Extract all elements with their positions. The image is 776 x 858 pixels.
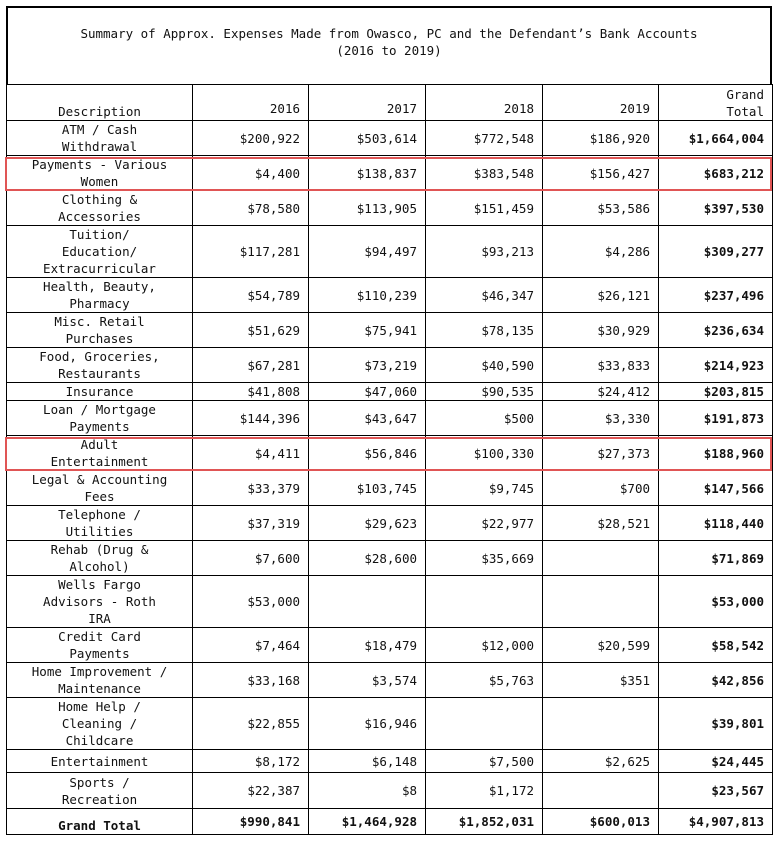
table-row (7, 506, 773, 541)
cell-2017: $8 (309, 773, 426, 809)
table-row (7, 698, 773, 750)
cell-2018: $12,000 (426, 628, 543, 663)
cell-2016: $78,580 (193, 191, 309, 226)
cell-2016: $37,319 (193, 506, 309, 541)
cell-2016: $51,629 (193, 313, 309, 348)
cell-2017: $110,239 (309, 278, 426, 313)
title-line-1: Summary of Approx. Expenses Made from Owasco, PC and the Defendant’s Bank Accounts (80, 26, 698, 41)
table-row (7, 348, 773, 383)
table-row (7, 628, 773, 663)
row-description-line: Pharmacy (69, 296, 130, 311)
cell-2017: $28,600 (309, 541, 426, 576)
cell-2018: $772,548 (426, 121, 543, 156)
table-row (7, 471, 773, 506)
row-description (7, 773, 193, 809)
row-description-line: Rehab (Drug & (50, 542, 149, 557)
row-description-line: Entertainment (50, 753, 149, 769)
cell-grand-total: $683,212 (659, 156, 773, 191)
cell-2017: $503,614 (309, 121, 426, 156)
cell-grand-total: $237,496 (659, 278, 773, 313)
row-description-line: Payments (69, 646, 130, 661)
table-body (7, 121, 773, 835)
grand-total-total: $4,907,813 (659, 809, 773, 835)
cell-2016: $4,400 (193, 156, 309, 191)
row-description-line: Fees (84, 489, 115, 504)
cell-2016: $41,808 (193, 383, 309, 401)
row-description-line: Education/ (61, 244, 138, 259)
cell-2019 (543, 541, 659, 576)
cell-2019: $20,599 (543, 628, 659, 663)
table-row (7, 226, 773, 278)
row-description-line: Health, Beauty, (43, 279, 156, 294)
row-description-line: Credit Card (58, 629, 141, 644)
table-row (7, 401, 773, 436)
header-description: Description (7, 85, 193, 121)
cell-grand-total: $39,801 (659, 698, 773, 750)
row-description-line: Loan / Mortgage (43, 402, 156, 417)
cell-2017: $138,837 (309, 156, 426, 191)
cell-grand-total: $309,277 (659, 226, 773, 278)
header-2018-label: 2018 (503, 101, 534, 116)
cell-2019: $33,833 (543, 348, 659, 383)
grand-total-label: Grand Total (7, 809, 193, 835)
row-description-line: Purchases (65, 331, 134, 346)
cell-grand-total: $236,634 (659, 313, 773, 348)
cell-2018: $90,535 (426, 383, 543, 401)
row-description (7, 383, 193, 401)
cell-grand-total: $58,542 (659, 628, 773, 663)
row-description (7, 226, 193, 278)
row-description-line: Legal & Accounting (31, 472, 168, 487)
cell-grand-total: $191,873 (659, 401, 773, 436)
table-row (7, 576, 773, 628)
cell-2017: $113,905 (309, 191, 426, 226)
row-description-line: Restaurants (58, 366, 141, 381)
cell-grand-total: $118,440 (659, 506, 773, 541)
cell-grand-total: $71,869 (659, 541, 773, 576)
grand-total-2018: $1,852,031 (426, 809, 543, 835)
cell-2017: $56,846 (309, 436, 426, 471)
cell-2018: $9,745 (426, 471, 543, 506)
table-title (6, 6, 772, 84)
cell-2016: $4,411 (193, 436, 309, 471)
row-description (7, 121, 193, 156)
cell-2017: $103,745 (309, 471, 426, 506)
cell-2019: $26,121 (543, 278, 659, 313)
row-description-line: Withdrawal (61, 139, 138, 154)
row-description-line: Payments (69, 419, 130, 434)
row-description-line: Maintenance (58, 681, 141, 696)
cell-2017: $43,647 (309, 401, 426, 436)
cell-2016: $67,281 (193, 348, 309, 383)
cell-2018: $40,590 (426, 348, 543, 383)
cell-2016: $53,000 (193, 576, 309, 628)
row-description-line: Sports / (69, 774, 130, 790)
grand-total-row (7, 809, 773, 835)
row-description (7, 576, 193, 628)
cell-grand-total: $397,530 (659, 191, 773, 226)
cell-2018 (426, 576, 543, 628)
cell-2018: $500 (426, 401, 543, 436)
table-row (7, 541, 773, 576)
cell-2018: $7,500 (426, 750, 543, 773)
header-total-line1: Grand (726, 87, 764, 102)
row-description-line: Advisors - Roth (43, 594, 156, 609)
row-description-line: Payments - Various (31, 157, 168, 172)
table-row (7, 313, 773, 348)
row-description-line: Accessories (58, 209, 141, 224)
cell-2019: $186,920 (543, 121, 659, 156)
cell-2018: $5,763 (426, 663, 543, 698)
cell-2019: $3,330 (543, 401, 659, 436)
row-description-line: Women (80, 174, 119, 189)
row-description-line: Entertainment (50, 454, 149, 469)
cell-2018: $46,347 (426, 278, 543, 313)
cell-2018: $100,330 (426, 436, 543, 471)
row-description (7, 191, 193, 226)
cell-2016: $8,172 (193, 750, 309, 773)
row-description (7, 663, 193, 698)
cell-2019 (543, 576, 659, 628)
header-2016 (193, 85, 309, 121)
cell-grand-total: $188,960 (659, 436, 773, 471)
row-description (7, 348, 193, 383)
table-row (7, 663, 773, 698)
row-description (7, 750, 193, 773)
row-description-line: Utilities (65, 524, 134, 539)
cell-2018: $35,669 (426, 541, 543, 576)
row-description (7, 506, 193, 541)
cell-2016: $7,464 (193, 628, 309, 663)
table-row (7, 383, 773, 401)
cell-2016: $144,396 (193, 401, 309, 436)
cell-2017: $47,060 (309, 383, 426, 401)
row-description-line: Food, Groceries, (39, 349, 160, 364)
cell-2019: $2,625 (543, 750, 659, 773)
table-row (7, 191, 773, 226)
row-description-line: Tuition/ (69, 227, 130, 242)
table-row (7, 121, 773, 156)
row-description (7, 628, 193, 663)
cell-2018 (426, 698, 543, 750)
cell-2017: $94,497 (309, 226, 426, 278)
row-description-line: Home Help / (58, 699, 141, 714)
row-description-line: Misc. Retail (54, 314, 145, 329)
header-2016-label: 2016 (269, 101, 300, 116)
cell-2017 (309, 576, 426, 628)
grand-total-2016: $990,841 (193, 809, 309, 835)
cell-2016: $117,281 (193, 226, 309, 278)
cell-2016: $22,387 (193, 773, 309, 809)
cell-grand-total: $53,000 (659, 576, 773, 628)
cell-2016: $54,789 (193, 278, 309, 313)
cell-2016: $200,922 (193, 121, 309, 156)
row-description (7, 698, 193, 750)
cell-2019 (543, 773, 659, 809)
cell-2017: $75,941 (309, 313, 426, 348)
row-description-line: ATM / Cash (61, 122, 138, 137)
row-description-line: Recreation (61, 791, 138, 807)
cell-2019: $156,427 (543, 156, 659, 191)
grand-total-2019: $600,013 (543, 809, 659, 835)
cell-2016: $7,600 (193, 541, 309, 576)
cell-2018: $78,135 (426, 313, 543, 348)
header-2019 (543, 85, 659, 121)
cell-2019: $30,929 (543, 313, 659, 348)
header-2019-label: 2019 (619, 101, 650, 116)
cell-grand-total: $203,815 (659, 383, 773, 401)
cell-2017: $16,946 (309, 698, 426, 750)
cell-2019: $4,286 (543, 226, 659, 278)
row-description (7, 278, 193, 313)
cell-2018: $93,213 (426, 226, 543, 278)
row-description-line: Extracurricular (43, 261, 156, 276)
row-description (7, 156, 193, 191)
header-2018 (426, 85, 543, 121)
row-description-line: Alcohol) (69, 559, 130, 574)
row-description (7, 313, 193, 348)
cell-2017: $29,623 (309, 506, 426, 541)
cell-2019: $24,412 (543, 383, 659, 401)
header-2017 (309, 85, 426, 121)
cell-2017: $73,219 (309, 348, 426, 383)
table-row-highlighted (7, 156, 773, 191)
row-description (7, 401, 193, 436)
cell-grand-total: $24,445 (659, 750, 773, 773)
cell-2016: $33,168 (193, 663, 309, 698)
header-row (7, 85, 773, 121)
cell-2019: $700 (543, 471, 659, 506)
cell-grand-total: $42,856 (659, 663, 773, 698)
cell-2017: $18,479 (309, 628, 426, 663)
cell-grand-total: $214,923 (659, 348, 773, 383)
cell-2019: $351 (543, 663, 659, 698)
row-description-line: Cleaning / (61, 716, 138, 731)
header-grand-total (659, 85, 773, 121)
grand-total-2017: $1,464,928 (309, 809, 426, 835)
table-row (7, 773, 773, 809)
cell-grand-total: $147,566 (659, 471, 773, 506)
cell-2018: $22,977 (426, 506, 543, 541)
header-2017-label: 2017 (386, 101, 417, 116)
cell-2019: $53,586 (543, 191, 659, 226)
cell-2016: $33,379 (193, 471, 309, 506)
row-description-line: Telephone / (58, 507, 141, 522)
row-description-line: Home Improvement / (31, 664, 168, 679)
cell-2018: $151,459 (426, 191, 543, 226)
table-row (7, 278, 773, 313)
row-description-line: IRA (88, 611, 111, 626)
cell-2016: $22,855 (193, 698, 309, 750)
table-row (7, 750, 773, 773)
header-total-line2: Total (726, 104, 764, 119)
title-line-2: (2016 to 2019) (336, 43, 442, 58)
cell-2019 (543, 698, 659, 750)
cell-grand-total: $23,567 (659, 773, 773, 809)
cell-2018: $383,548 (426, 156, 543, 191)
row-description (7, 541, 193, 576)
row-description-line: Clothing & (61, 192, 138, 207)
row-description (7, 436, 193, 471)
cell-2017: $6,148 (309, 750, 426, 773)
row-description (7, 471, 193, 506)
row-description-line: Insurance (65, 384, 134, 399)
cell-2018: $1,172 (426, 773, 543, 809)
cell-2019: $28,521 (543, 506, 659, 541)
cell-grand-total: $1,664,004 (659, 121, 773, 156)
expense-table (6, 84, 773, 835)
expense-summary-document (6, 6, 772, 835)
row-description-line: Childcare (65, 733, 134, 748)
cell-2019: $27,373 (543, 436, 659, 471)
table-row-highlighted (7, 436, 773, 471)
row-description-line: Adult (80, 437, 119, 452)
row-description-line: Wells Fargo (58, 577, 141, 592)
cell-2017: $3,574 (309, 663, 426, 698)
